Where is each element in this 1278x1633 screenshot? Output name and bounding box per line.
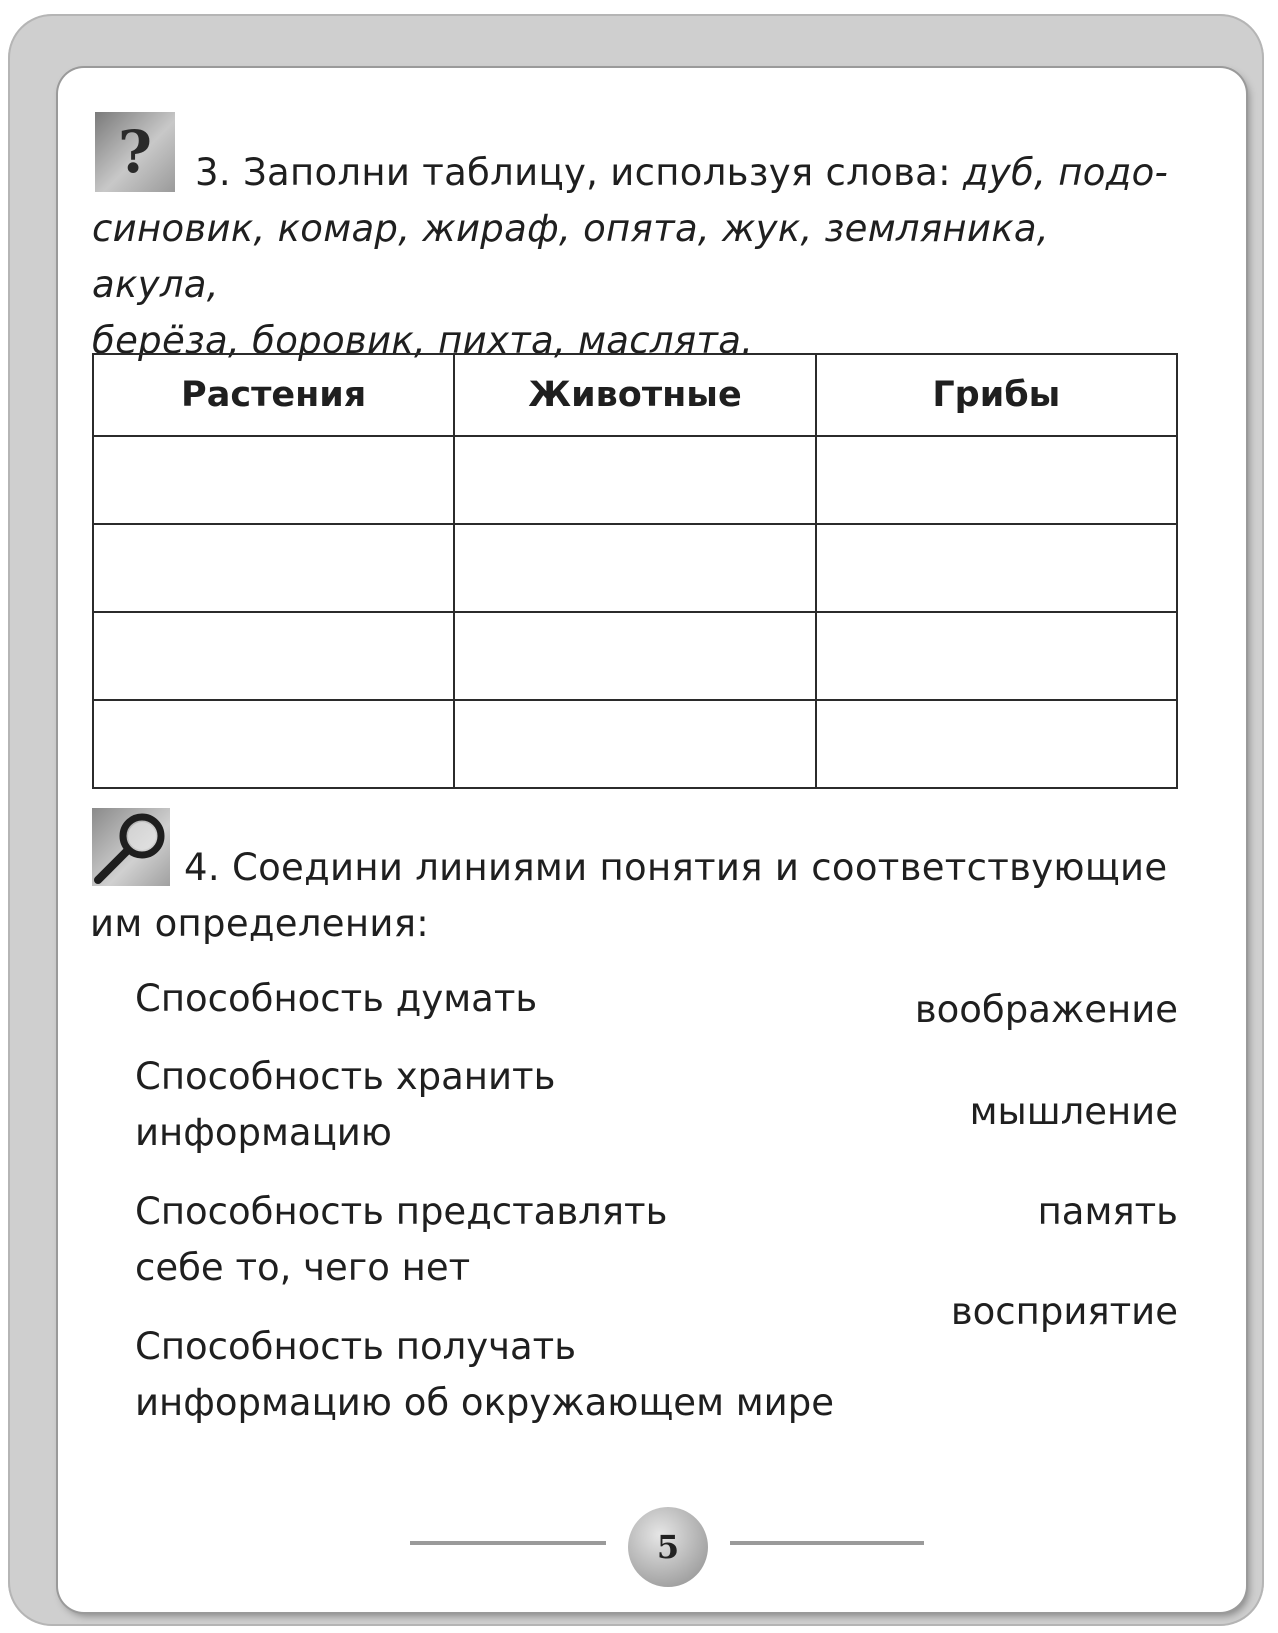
term-perception[interactable]: восприятие	[950, 1290, 1178, 1333]
footer-divider-left	[410, 1541, 606, 1545]
task3-prompt: 3. Заполни таблицу, используя слова:	[195, 151, 951, 194]
table-cell[interactable]	[93, 524, 454, 612]
header-mushrooms: Грибы	[816, 354, 1177, 436]
task4-text	[90, 840, 1180, 952]
concept-line: Способность представлять	[135, 1190, 668, 1233]
concept-line: Способность получать	[135, 1325, 577, 1368]
concept-line: Способность хранить	[135, 1055, 556, 1098]
concept-item[interactable]	[135, 1049, 895, 1161]
page-number: 5	[656, 1528, 680, 1566]
table-cell[interactable]	[816, 436, 1177, 524]
table-cell[interactable]	[93, 612, 454, 700]
table-cell[interactable]	[454, 524, 815, 612]
header-plants: Растения	[93, 354, 454, 436]
table-cell[interactable]	[93, 436, 454, 524]
sorting-table	[92, 353, 1178, 789]
concept-item[interactable]	[135, 1319, 895, 1431]
task3-text	[92, 145, 1182, 369]
header-animals: Животные	[454, 354, 815, 436]
table-cell[interactable]	[816, 700, 1177, 788]
concept-line: Способность думать	[135, 977, 538, 1020]
footer-divider-right	[730, 1541, 924, 1545]
page-number-badge	[628, 1507, 708, 1587]
task3-first-line	[92, 145, 1182, 201]
table-cell[interactable]	[816, 612, 1177, 700]
table-row	[93, 524, 1177, 612]
table-row	[93, 612, 1177, 700]
term-thinking[interactable]: мышление	[969, 1090, 1178, 1133]
table-row	[93, 436, 1177, 524]
task3-words-line2: синовик, комар, жираф, опята, жук, земляника, акула,	[92, 207, 1049, 306]
concept-item[interactable]	[135, 971, 895, 1027]
term-imagination[interactable]: воображение	[914, 988, 1178, 1031]
concept-item[interactable]	[135, 1184, 895, 1296]
concept-line: информацию	[135, 1111, 392, 1154]
question-mark-glyph: ?	[118, 118, 152, 186]
task4-prompt-line1: 4. Соедини линиями понятия и соответствующие	[184, 846, 1168, 889]
task3-words-line3: берёза, боровик, пихта, маслята.	[92, 319, 754, 362]
task4-prompt-line2: им определения:	[90, 902, 430, 945]
concept-line: информацию об окружающем мире	[135, 1381, 834, 1424]
table-cell[interactable]	[816, 524, 1177, 612]
table-cell[interactable]	[454, 700, 815, 788]
term-memory[interactable]: память	[1037, 1190, 1178, 1233]
table-cell[interactable]	[454, 436, 815, 524]
table-header-row	[93, 354, 1177, 436]
table-cell[interactable]	[93, 700, 454, 788]
table-cell[interactable]	[454, 612, 815, 700]
concept-line: себе то, чего нет	[135, 1246, 471, 1289]
task3-words-line1: дуб, подо-	[962, 151, 1169, 194]
table-row	[93, 700, 1177, 788]
